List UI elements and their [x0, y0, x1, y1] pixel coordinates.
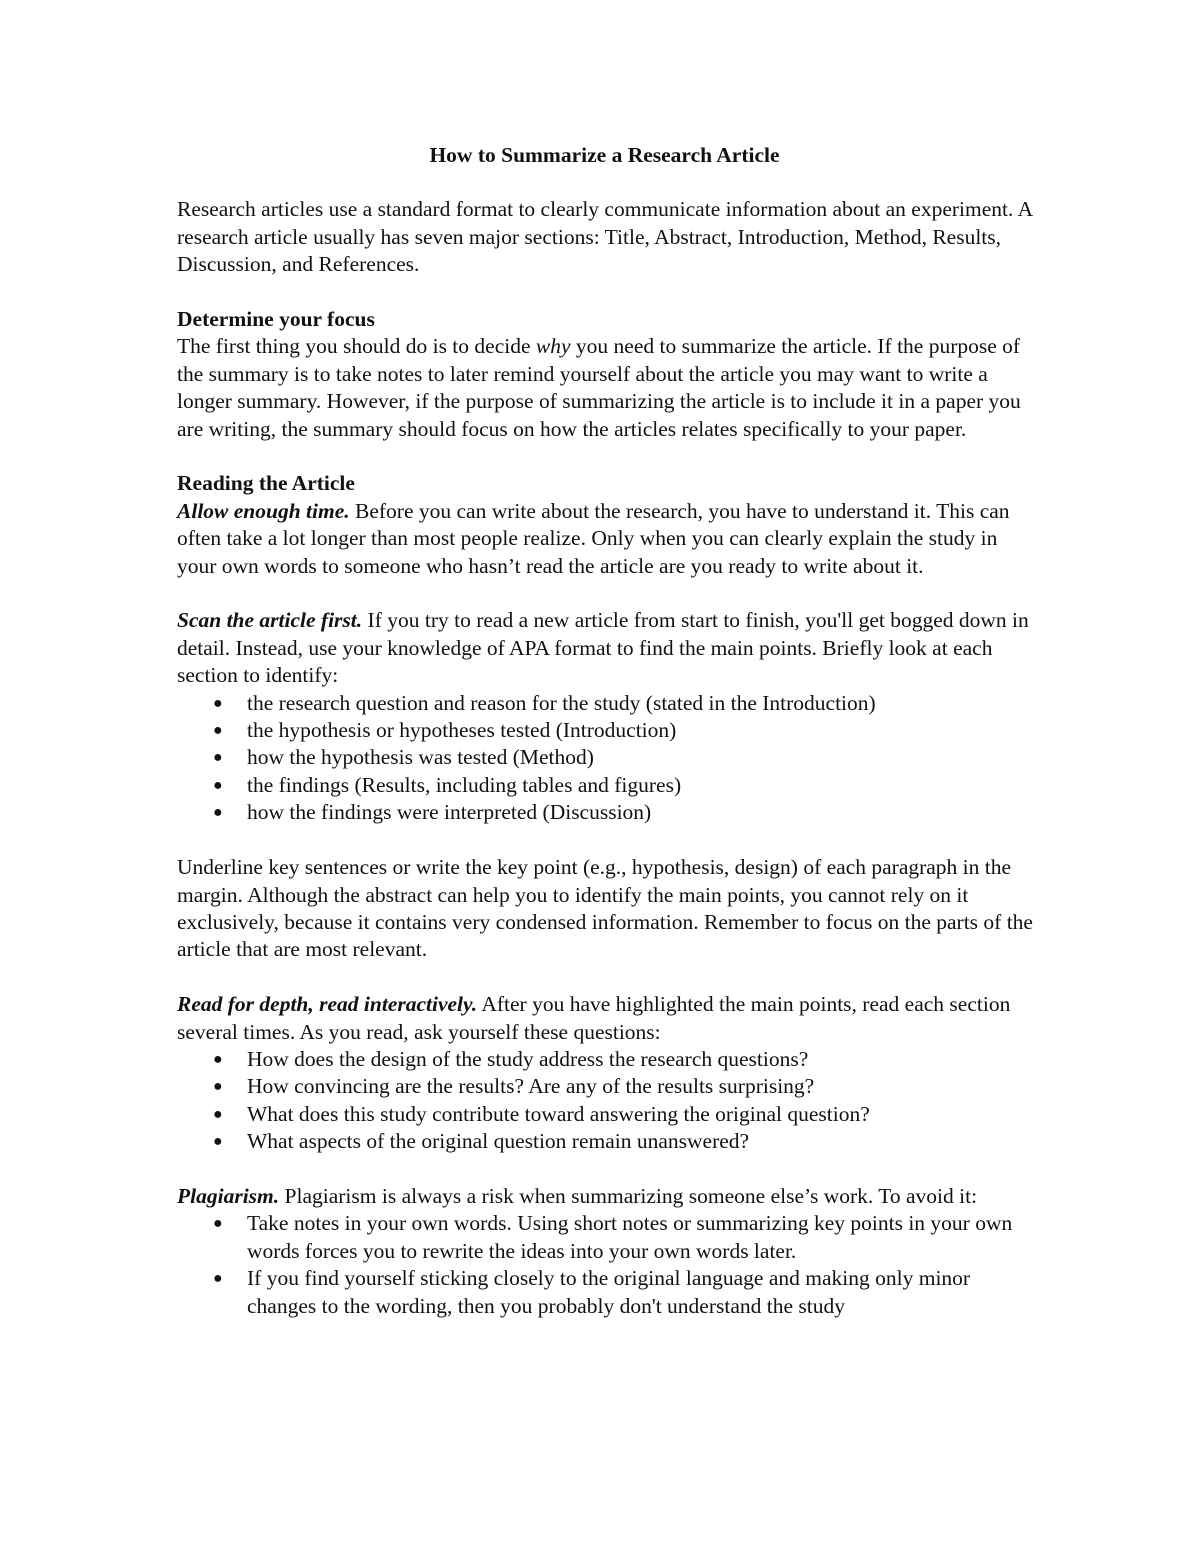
- document-title: How to Summarize a Research Article: [429, 143, 780, 167]
- bullet-icon: ●: [213, 1050, 223, 1068]
- list-item: [177, 772, 1037, 799]
- list-item-text: What does this study contribute toward answering the original question?: [247, 1101, 870, 1126]
- scan-paragraph: [177, 607, 1037, 689]
- list-item-text: How convincing are the results? Are any of the results surprising?: [247, 1074, 815, 1099]
- bullet-icon: ●: [213, 749, 223, 767]
- document-page: [177, 142, 1037, 1347]
- list-item-text: how the findings were interpreted (Discussion): [247, 800, 652, 825]
- depth-lead: Read for depth, read interactively.: [177, 992, 478, 1017]
- bullet-icon: ●: [213, 1078, 223, 1096]
- list-item: [177, 1101, 1037, 1128]
- plagiarism-text: Plagiarism is always a risk when summarizing someone else’s work. To avoid it:: [279, 1183, 978, 1208]
- depth-text: After you have highlighted the main points, read each section several times. As you read, ask yourself these questions:: [177, 992, 1011, 1044]
- list-item-text: Take notes in your own words. Using short notes or summarizing key points in your own words forces you to rewrite the ideas into your own words later.: [247, 1211, 1013, 1263]
- focus-text-after: you need to summarize the article. If the purpose of the summary is to take notes to later remind yourself about the article you may want to write a longer summary. However, if the purpose of summarizing the article is to include it in a paper you are writing, the summary should focus on how the articles relates specifically to your paper.: [177, 334, 1021, 441]
- depth-list: [177, 1046, 1037, 1156]
- list-item-text: the hypothesis or hypotheses tested (Introduction): [247, 718, 677, 743]
- list-item: [177, 1046, 1037, 1073]
- list-item: [177, 1265, 1037, 1320]
- time-text: Before you can write about the research, you have to understand it. This can often take a lot longer than most people realize. Only when you can clearly explain the study in your own words to someone who hasn’t read the article are you ready to write about it.: [177, 498, 1010, 578]
- focus-heading: Determine your focus: [177, 307, 375, 332]
- bullet-icon: ●: [213, 1105, 223, 1123]
- scan-text: If you try to read a new article from start to finish, you'll get bogged down in detail. Instead, use your knowledge of APA format to find the main points. Briefly look at each section to identify:: [177, 608, 1029, 688]
- bullet-icon: ●: [213, 1215, 223, 1233]
- bullet-icon: ●: [213, 722, 223, 740]
- plagiarism-paragraph: [177, 1183, 1037, 1210]
- bullet-icon: ●: [213, 1133, 223, 1151]
- list-item-text: What aspects of the original question remain unanswered?: [247, 1129, 750, 1154]
- time-lead: Allow enough time.: [177, 498, 350, 523]
- list-item: [177, 690, 1037, 717]
- list-item-text: how the hypothesis was tested (Method): [247, 745, 594, 770]
- plagiarism-list: [177, 1210, 1037, 1320]
- list-item: [177, 1073, 1037, 1100]
- list-item: [177, 744, 1037, 771]
- list-item: [177, 1210, 1037, 1265]
- scan-lead: Scan the article first.: [177, 608, 363, 633]
- bullet-icon: ●: [213, 1270, 223, 1288]
- bullet-icon: ●: [213, 694, 223, 712]
- list-item-text: If you find yourself sticking closely to the original language and making only minor changes to the wording, then you probably don't understand the study: [247, 1266, 971, 1318]
- list-item-text: the findings (Results, including tables and figures): [247, 772, 682, 797]
- list-item-text: How does the design of the study address the research questions?: [247, 1046, 809, 1071]
- list-item-text: the research question and reason for the study (stated in the Introduction): [247, 690, 876, 715]
- time-paragraph: [177, 470, 1037, 580]
- depth-paragraph: [177, 991, 1037, 1046]
- reading-heading: Reading the Article: [177, 471, 355, 496]
- focus-text-italic: why: [535, 334, 571, 359]
- underline-paragraph: Underline key sentences or write the key point (e.g., hypothesis, design) of each paragraph in the margin. Although the abstract can help you to identify the main points, you cannot rely on it exclusively, because it contains very condensed information. Remember to focus on the parts of the article that are most relevant.: [177, 855, 1033, 962]
- scan-list: [177, 690, 1037, 827]
- list-item: [177, 1128, 1037, 1155]
- bullet-icon: ●: [213, 804, 223, 822]
- focus-text-before: The first thing you should do is to decide: [177, 334, 536, 359]
- bullet-icon: ●: [213, 776, 223, 794]
- focus-section: [177, 306, 1037, 443]
- list-item: [177, 799, 1037, 826]
- intro-paragraph: Research articles use a standard format to clearly communicate information about an experiment. A research article usually has seven major sections: Title, Abstract, Introduction, Method, Results, Discussion, and References.: [177, 197, 1032, 277]
- plagiarism-lead: Plagiarism.: [177, 1183, 280, 1208]
- list-item: [177, 717, 1037, 744]
